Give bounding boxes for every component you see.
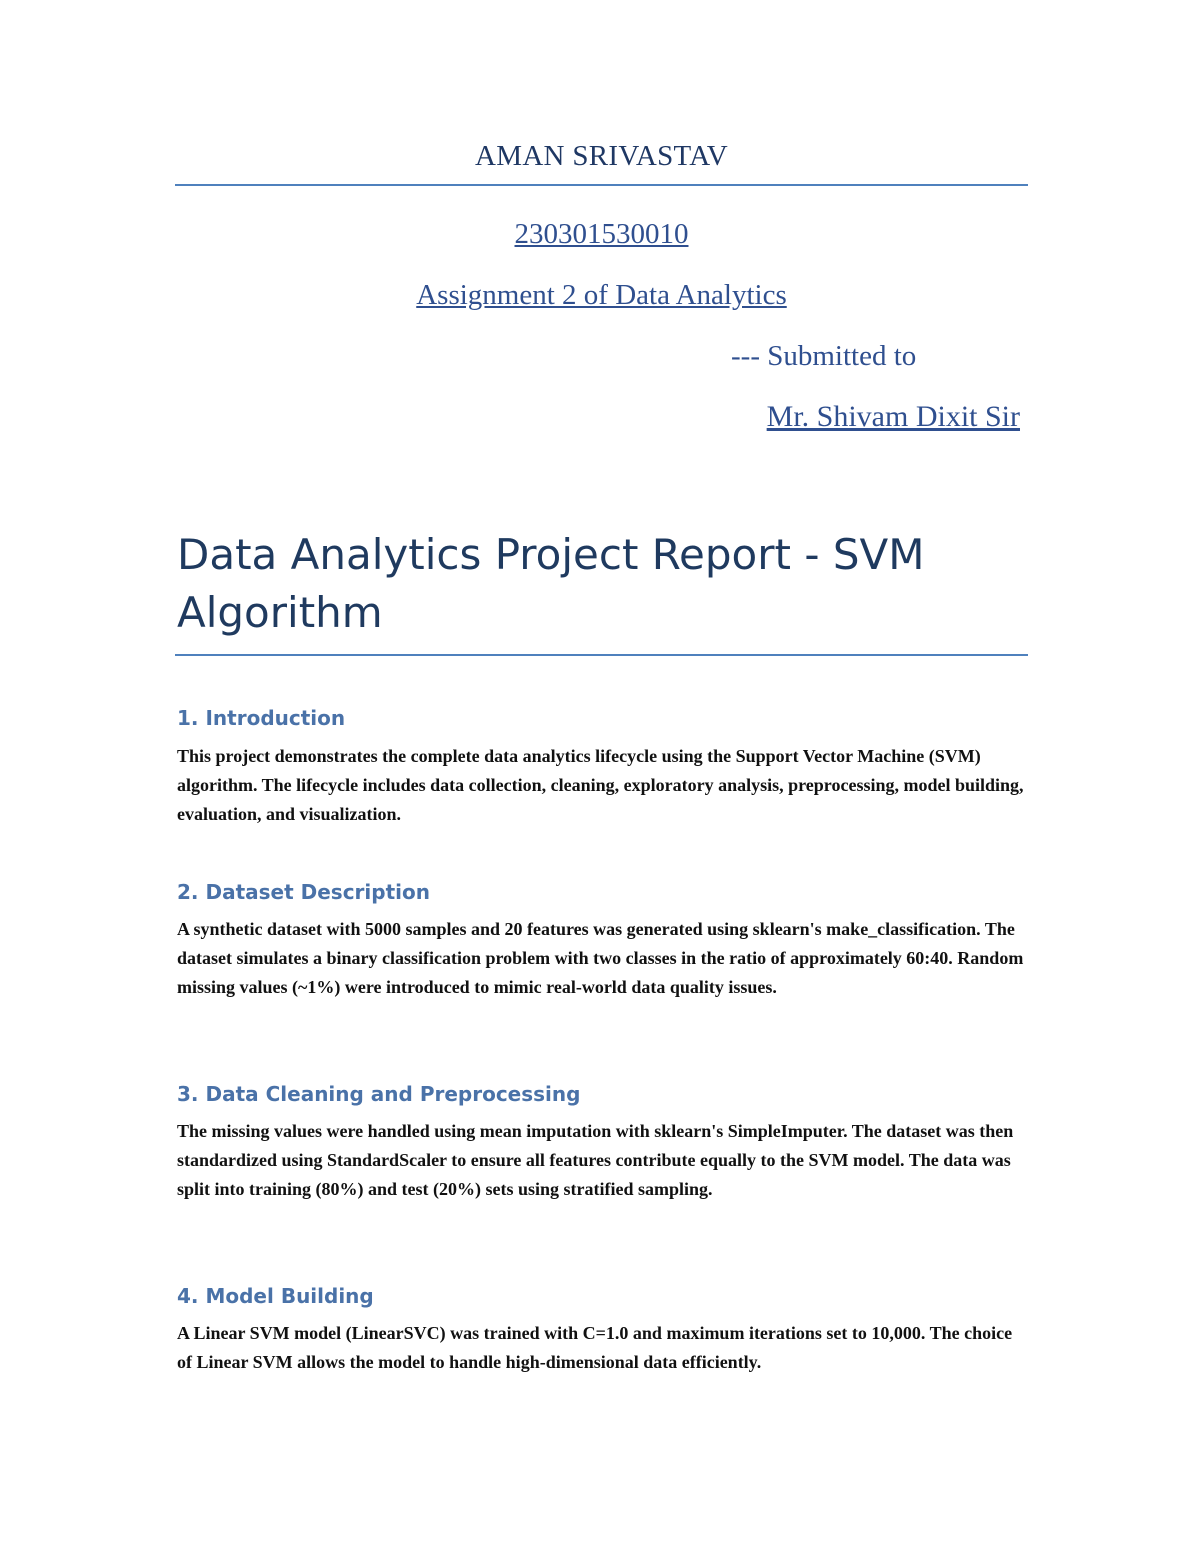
section-body-dataset: A synthetic dataset with 5000 samples and 20 features was generated using sklearn's make_classification. The dataset simulates a binary classification problem with two classes in the ratio of approximately 60:40. Random missing values (~1%) were introduced to mimic real-world data quality issues. — [177, 919, 1024, 997]
submitted-to-label: --- Submitted to — [731, 340, 917, 372]
section-heading-cleaning: 3. Data Cleaning and Preprocessing — [177, 1082, 581, 1106]
header-divider — [175, 184, 1028, 186]
section-body-introduction: This project demonstrates the complete data analytics lifecycle using the Support Vector Machine (SVM) algorithm. The lifecycle includes data collection, cleaning, exploratory analysis, preprocessing, model building, evaluation, and visualization. — [177, 746, 1024, 824]
teacher-name: Mr. Shivam Dixit Sir — [766, 400, 1020, 433]
section-heading-introduction: 1. Introduction — [177, 706, 346, 730]
roll-number: 230301530010 — [514, 218, 689, 250]
title-divider — [175, 654, 1028, 656]
assignment-title: Assignment 2 of Data Analytics — [416, 279, 787, 311]
section-body-cleaning: The missing values were handled using mean imputation with sklearn's SimpleImputer. The dataset was then standardized using StandardScaler to ensure all features contribute equally to the SVM model. The data was split into training (80%) and test (20%) sets using stratified sampling. — [177, 1121, 1014, 1199]
section-heading-dataset: 2. Dataset Description — [177, 880, 430, 904]
report-title: Data Analytics Project Report - SVM Algorithm — [177, 530, 925, 637]
section-heading-model-building: 4. Model Building — [177, 1284, 374, 1308]
section-body-model-building: A Linear SVM model (LinearSVC) was trained with C=1.0 and maximum iterations set to 10,000. The choice of Linear SVM allows the model to handle high-dimensional data efficiently. — [177, 1323, 1013, 1372]
author-name: AMAN SRIVASTAV — [474, 140, 728, 172]
